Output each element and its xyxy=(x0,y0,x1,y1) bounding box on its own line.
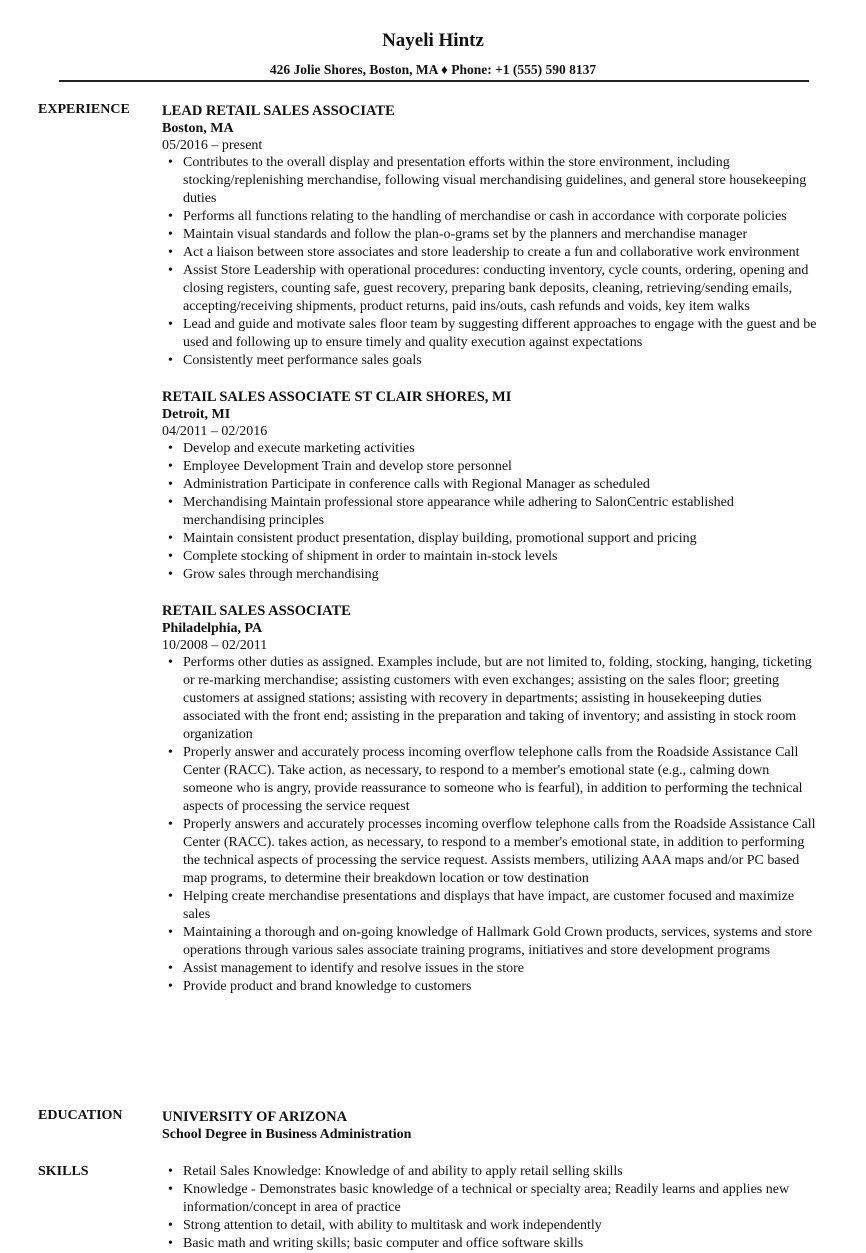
job-dates: 05/2016 – present xyxy=(162,138,263,153)
skills-section xyxy=(162,1163,817,1253)
bullet-item: • Grow sales through merchandising xyxy=(162,566,817,584)
bullet-item: • Develop and execute marketing activities xyxy=(162,440,817,458)
skill-item: • Knowledge - Demonstrates basic knowledge of a technical or specialty area; Readily learns and applies new information/concept in area of practice xyxy=(162,1181,817,1217)
job-title: RETAIL SALES ASSOCIATE ST CLAIR SHORES, MI xyxy=(162,389,512,405)
skill-item: • Strong attention to detail, with ability to multitask and work independently xyxy=(162,1217,817,1235)
job-entry xyxy=(162,602,817,996)
bullet-item: • Administration Participate in conference calls with Regional Manager as scheduled xyxy=(162,476,817,494)
skills-label: SKILLS xyxy=(38,1164,89,1179)
bullet-item: • Assist Store Leadership with operational procedures: conducting inventory, cycle counts, ordering, opening and closing registers, counting safe, guest recovery, preparing bank deposits, cleaning, retrieving/sending emails, accepting/receiving shipments, product returns, paid ins/outs, cash refunds and voids, key item walks xyxy=(162,262,817,316)
bullet-item: • Merchandising Maintain professional store appearance while adhering to SalonCentric established merchandising principles xyxy=(162,494,817,530)
bullet-item: • Lead and guide and motivate sales floor team by suggesting different approaches to engage with the guest and be used and following up to ensure timely and quality execution against expectations xyxy=(162,316,817,352)
job-location: Detroit, MI xyxy=(162,407,231,422)
skill-item: • Basic math and writing skills; basic computer and office software skills xyxy=(162,1235,817,1253)
job-bullets xyxy=(162,154,817,370)
job-bullets xyxy=(162,440,817,584)
job-dates: 10/2008 – 02/2011 xyxy=(162,638,268,653)
job-title: RETAIL SALES ASSOCIATE xyxy=(162,603,351,619)
education-section xyxy=(162,1108,817,1144)
bullet-item: • Maintaining a thorough and on-going knowledge of Hallmark Gold Crown products, services, systems and store operations through various sales associate training programs, initiatives and store development programs xyxy=(162,924,817,960)
experience-label: EXPERIENCE xyxy=(38,102,130,117)
bullet-item: • Performs other duties as assigned. Examples include, but are not limited to, folding, stocking, hanging, ticketing or re-marking merchandise; assisting customers with even exchanges; assisting on the sales floor; greeting customers at assigned stations; assisting with recovery in departments; assisting in housekeeping duties associated with the front end; assisting in the preparation and taking of inventory; and assisting in stock room organization xyxy=(162,654,817,744)
job-location: Philadelphia, PA xyxy=(162,621,263,636)
bullet-item: • Performs all functions relating to the handling of merchandise or cash in accordance with corporate policies xyxy=(162,208,817,226)
bullet-item: • Maintain consistent product presentation, display building, promotional support and pricing xyxy=(162,530,817,548)
bullet-item: • Properly answers and accurately processes incoming overflow telephone calls from the Roadside Assistance Call Center (RACC). takes action, as necessary, to respond to a member's emotional state, in addition to performing the technical aspects of processing the service request. Assists members, utilizing AAA maps and/or PC based map programs, to determine their breakdown location or tow destination xyxy=(162,816,817,888)
job-bullets xyxy=(162,654,817,996)
skills-list xyxy=(162,1163,817,1253)
job-dates: 04/2011 – 02/2016 xyxy=(162,424,268,439)
experience-section xyxy=(162,102,817,996)
candidate-name: Nayeli Hintz xyxy=(382,30,484,51)
bullet-item: • Employee Development Train and develop store personnel xyxy=(162,458,817,476)
bullet-item: • Maintain visual standards and follow the plan-o-grams set by the planners and merchandise manager xyxy=(162,226,817,244)
education-label: EDUCATION xyxy=(38,1108,123,1123)
job-entry xyxy=(162,102,817,370)
school-name: UNIVERSITY OF ARIZONA xyxy=(162,1109,348,1125)
degree: School Degree in Business Administration xyxy=(162,1127,412,1142)
skill-item: • Retail Sales Knowledge: Knowledge of and ability to apply retail selling skills xyxy=(162,1163,817,1181)
bullet-item: • Complete stocking of shipment in order to maintain in-stock levels xyxy=(162,548,817,566)
bullet-item: • Act a liaison between store associates and store leadership to create a fun and collaborative work environment xyxy=(162,244,817,262)
contact-line: 426 Jolie Shores, Boston, MA ♦ Phone: +1 (555) 590 8137 xyxy=(269,62,597,77)
bullet-item: • Consistently meet performance sales goals xyxy=(162,352,817,370)
job-title: LEAD RETAIL SALES ASSOCIATE xyxy=(162,103,395,119)
bullet-item: • Helping create merchandise presentations and displays that have impact, are customer focused and maximize sales xyxy=(162,888,817,924)
bullet-item: • Provide product and brand knowledge to customers xyxy=(162,978,817,996)
job-entry xyxy=(162,388,817,584)
bullet-item: • Contributes to the overall display and presentation efforts within the store environment, including stocking/replenishing merchandise, following visual merchandising guidelines, and general store housekeeping duties xyxy=(162,154,817,208)
bullet-item: • Properly answer and accurately process incoming overflow telephone calls from the Roadside Assistance Call Center (RACC). Take action, as necessary, to respond to a member's emotional state (e.g., calming down someone who is angry, provide reassurance to someone who is fearful), in addition to performing the technical aspects of processing the service request xyxy=(162,744,817,816)
bullet-item: • Assist management to identify and resolve issues in the store xyxy=(162,960,817,978)
job-location: Boston, MA xyxy=(162,121,234,136)
header-divider xyxy=(59,80,809,82)
